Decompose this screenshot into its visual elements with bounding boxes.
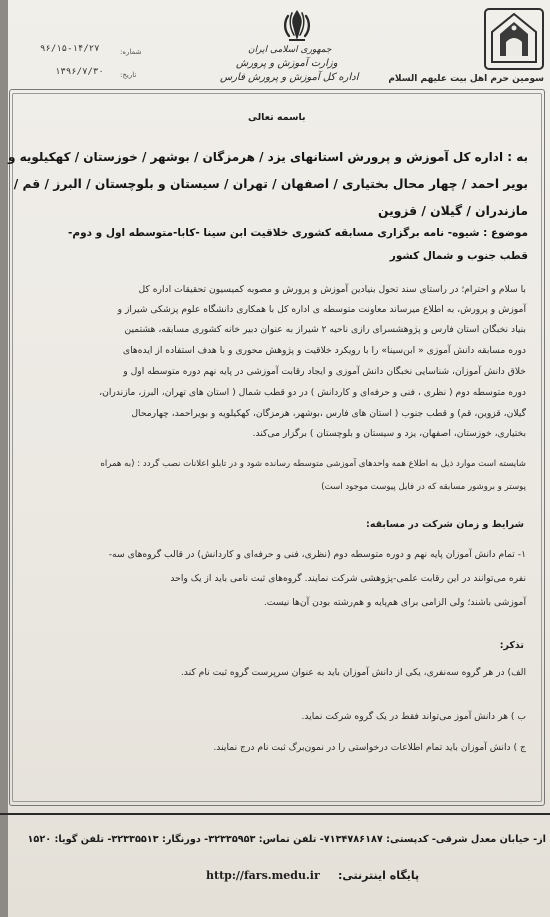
website-link[interactable]: http://fars.medu.ir <box>206 869 320 882</box>
body-line-3: بنیاد نخبگان استان فارس و پژوهشسرای رازی ناحیه ۲ شیراز به عنوان دبیر خانه کشوری مسابقه، هشتمین <box>124 324 526 335</box>
republic-title: جمهوری اسلامی ایران <box>248 45 332 55</box>
condition-1-line-3: آموزشی باشند؛ ولی الزامی برای هم‌پایه و هم‌رشته بودن آن‌ها نیست. <box>263 597 526 608</box>
subject-line-2: قطب جنوب و شمال کشور <box>389 250 528 262</box>
conditions-title: شرایط و زمان شرکت در مسابقه: <box>366 519 524 530</box>
note-b: ب ) هر دانش آموز می‌تواند فقط در یک گروه شرکت نماید. <box>301 711 526 722</box>
organization-caption: سومین حرم اهل بیت علیهم السلام <box>388 74 544 84</box>
footer-address: از- خیابان معدل شرقی- کدپستی: ۷۱۳۴۷۸۶۱۸۷- تلفن تماس: ۳۲۳۳۵۹۵۳- دورنگار: ۳۲۳۳۵۵۱۳- تلفن گویا: ۱۵۲۰ <box>27 834 546 845</box>
page-edge-shadow <box>0 0 8 917</box>
note-title: تذکر: <box>499 640 524 651</box>
body-line-8: بختیاری، خوزستان، اصفهان، یزد و سیستان و بلوچستان ) برگزار می‌کند. <box>252 428 526 439</box>
website-label: پایگاه اینترنتی: <box>338 869 420 882</box>
notice-line-1: شایسته است موارد ذیل به اطلاع همه واحدهای آموزشی متوسطه رسانده شود و در تابلو اعلانات نصب گردد : (به همراه <box>100 459 526 469</box>
shrine-logo-icon <box>484 8 544 70</box>
letter-date-label: تاریخ: <box>120 71 137 79</box>
footer-divider <box>0 813 550 815</box>
letter-number-label: شماره: <box>120 48 142 56</box>
subject-line-1: موضوع : شیوه- نامه برگزاری مسابقه کشوری خلاقیت ابن سینا -کابا-متوسطه اول و دوم- <box>68 227 528 239</box>
body-line-7: گیلان، قزوین، قم) و قطب جنوب ( استان های فارس ،بوشهر، هرمزگان، کهکیلویه و بویراحمد، چهارمحال <box>131 408 526 419</box>
invocation: باسمه تعالی <box>248 112 306 123</box>
note-c: ج ) دانش آموزان باید تمام اطلاعات درخواستی را در نمون‌برگ ثبت نام درج نمایند. <box>213 742 526 753</box>
recipient-line-2: بویر احمد / چهار محال بختیاری / اصفهان / تهران / سیستان و بلوچستان / البرز / قم / <box>13 177 528 191</box>
body-line-6: دوره متوسطه دوم ( نظری ، فنی و حرفه‌ای و کاردانش ) در دو قطب شمال ( استان های تهران، البرز، مازندران، <box>99 387 526 398</box>
letter-frame-inner <box>12 93 542 802</box>
body-line-5: خلاق دانش آموزان، شناسایی نخبگان دانش آموزی و ایجاد رقابت آموزشی در پایه نهم دوره متوسطه اول و <box>123 366 526 377</box>
body-line-2: آموزش و پرورش، به اطلاع میرساند معاونت متوسطه ی اداره کل با همکاری دانشگاه علوم پزشکی شیراز و <box>117 304 526 315</box>
letter-number: ۹۶/۱۵-۱۴/۲۷ <box>40 44 100 54</box>
office-title: اداره کل آموزش و پرورش فارس <box>220 72 359 83</box>
notice-line-2: پوستر و بروشور مسابقه که در فایل پیوست موجود است) <box>321 482 526 492</box>
iran-emblem-icon <box>279 8 315 42</box>
ministry-title: وزارت آموزش و پرورش <box>236 58 338 69</box>
body-line-4: دوره مسابقه دانش آموزی « ابن‌سینا» را با رویکرد خلاقیت و پژوهش محوری و با هدف استفاده از ایده‌های <box>122 345 526 356</box>
recipient-line-1: به : اداره کل آموزش و پرورش استانهای یزد / هرمزگان / بوشهر / خوزستان / کهکیلویه و <box>7 150 528 164</box>
recipient-line-3: مازندران / گیلان / قزوین <box>378 204 528 218</box>
body-line-1: با سلام و احترام؛ در راستای سند تحول بنیادین آموزش و پرورش و مصوبه کمیسیون تحقیقات اداره کل <box>138 284 526 295</box>
letter-date: ۱۳۹۶/۷/۳۰ <box>55 67 104 77</box>
condition-1-line-1: ۱- تمام دانش آموزان پایه نهم و دوره متوسطه دوم (نظری، فنی و حرفه‌ای و کاردانش) در قالب گروه‌های سه- <box>108 549 526 560</box>
note-a: الف) در هر گروه سه‌نفری، یکی از دانش آموزان باید به عنوان سرپرست گروه ثبت نام کند. <box>180 667 526 678</box>
condition-1-line-2: نفره می‌توانند در این رقابت علمی-پژوهشی شرکت نمایند. گروه‌های ثبت نامی باید از یک واحد <box>170 573 526 584</box>
